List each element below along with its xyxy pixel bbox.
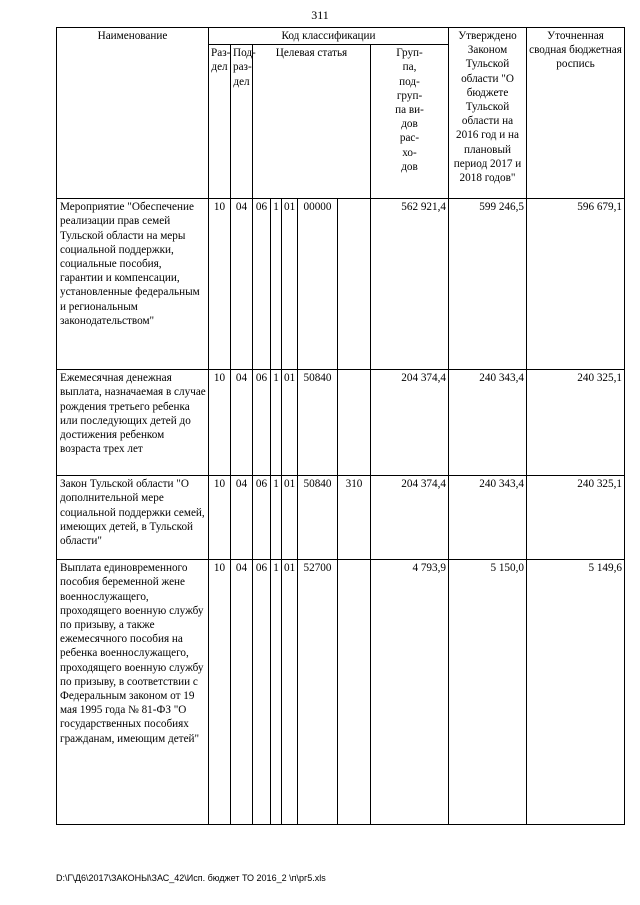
row-razdel: 10	[209, 476, 231, 560]
row-approved: 562 921,4	[371, 199, 449, 370]
row-podrazdel: 04	[231, 370, 253, 476]
row-executed: 240 325,1	[527, 476, 625, 560]
header-approved: Утверждено Законом Тульской области "О бюджете Тульской области на 2016 год и на плановый период 2017 и 2018 годов"	[449, 28, 527, 199]
header-group: Груп- па, под- груп- па ви- дов рас- хо- дов	[371, 45, 449, 199]
row-target-2: 1	[271, 476, 282, 560]
row-razdel: 10	[209, 560, 231, 825]
row-approved: 4 793,9	[371, 560, 449, 825]
table-row	[57, 560, 625, 825]
row-target-2: 1	[271, 560, 282, 825]
table-row	[57, 199, 625, 370]
row-target-1: 06	[253, 199, 271, 370]
row-group	[338, 370, 371, 476]
file-path-footer: D:\Г\Д6\2017\ЗАКОНЫ\ЗАС_42\Исп. бюджет ТО 2016_2 \п\рг5.xls	[56, 873, 326, 883]
row-razdel: 10	[209, 370, 231, 476]
row-approved: 204 374,4	[371, 370, 449, 476]
row-target-1: 06	[253, 560, 271, 825]
row-name: Мероприятие "Обеспечение реализации прав семей Тульской области на меры социальной поддержки, социальные пособия, гарантии и компенсации, установленные федеральным и региональным законодательством"	[57, 199, 209, 370]
row-target-4: 50840	[298, 370, 338, 476]
row-podrazdel: 04	[231, 476, 253, 560]
header-name: Наименование	[57, 28, 209, 199]
row-executed: 240 325,1	[527, 370, 625, 476]
row-podrazdel: 04	[231, 560, 253, 825]
row-target-4: 52700	[298, 560, 338, 825]
row-target-4: 00000	[298, 199, 338, 370]
header-podrazdel: Под- раз- дел	[231, 45, 253, 199]
header-refined: Уточненная сводная бюджетная роспись	[527, 28, 625, 199]
row-target-4: 50840	[298, 476, 338, 560]
row-target-3: 01	[282, 476, 298, 560]
row-podrazdel: 04	[231, 199, 253, 370]
page-number: 311	[311, 8, 329, 22]
row-refined: 240 343,4	[449, 370, 527, 476]
row-group	[338, 199, 371, 370]
row-group: 310	[338, 476, 371, 560]
header-code-group: Код классификации	[209, 28, 449, 45]
row-group	[338, 560, 371, 825]
row-refined: 5 150,0	[449, 560, 527, 825]
row-razdel: 10	[209, 199, 231, 370]
budget-table	[56, 27, 625, 825]
header-razdel: Раз- дел	[209, 45, 231, 199]
row-name: Закон Тульской области "О дополнительной мере социальной поддержки семей, имеющих детей, в Тульской области"	[57, 476, 209, 560]
row-target-2: 1	[271, 199, 282, 370]
row-refined: 240 343,4	[449, 476, 527, 560]
row-approved: 204 374,4	[371, 476, 449, 560]
table-row	[57, 370, 625, 476]
row-target-2: 1	[271, 370, 282, 476]
table-row	[57, 476, 625, 560]
row-refined: 599 246,5	[449, 199, 527, 370]
row-name: Ежемесячная денежная выплата, назначаемая в случае рождения третьего ребенка или последующих детей до достижения ребенком возраста трех лет	[57, 370, 209, 476]
row-target-1: 06	[253, 370, 271, 476]
header-target: Целевая статья	[253, 45, 371, 199]
row-executed: 5 149,6	[527, 560, 625, 825]
row-target-3: 01	[282, 370, 298, 476]
row-name: Выплата единовременного пособия беременной жене военнослужащего, проходящего военную службу по призыву, а также ежемесячного пособия на ребенка военнослужащего, проходящего военную службу по призыву, в соответствии с Федеральным законом от 19 мая 1995 года № 81-ФЗ "О государственных пособиях гражданам, имеющим детей"	[57, 560, 209, 825]
row-target-3: 01	[282, 199, 298, 370]
row-target-3: 01	[282, 560, 298, 825]
row-executed: 596 679,1	[527, 199, 625, 370]
row-target-1: 06	[253, 476, 271, 560]
